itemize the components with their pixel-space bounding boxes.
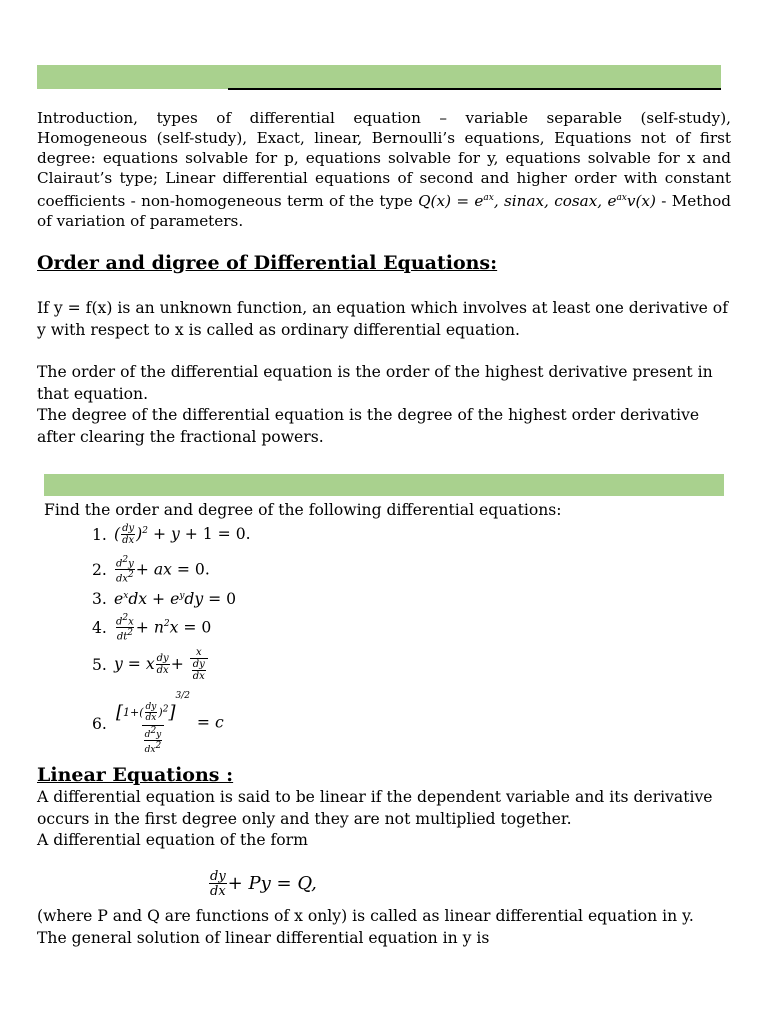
equation-6: [1+( $\frac{dy}{dx}$ )$^2$]$^{3/2}$ $\frac{d^2y}{dx^2}$ = c: [116, 691, 224, 755]
item-number: 3.: [92, 590, 107, 608]
paragraph-ode-definition: If y = f(x) is an unknown function, an equation which involves at least one derivative of y with respect to x is called as ordinary differential equation.: [37, 299, 728, 339]
header-rule: [228, 88, 721, 90]
equation-1: ( $\frac{dy}{dx}$ )$^2$ + y + 1 = 0.: [114, 523, 251, 546]
paragraph-degree-definition: The degree of the differential equation is the degree of the highest order derivative after clearing the fractional powers.: [37, 406, 700, 446]
equation-2: $\frac{d^2y}{dx^2}$ + ax = 0.: [116, 555, 210, 585]
exercise-item-3: [92, 590, 236, 608]
item-number: 1.: [92, 526, 107, 544]
equation-5: y = x $\frac{dy}{dx}$ + $\frac{x}{\frac{dy}{dx}}$: [114, 648, 209, 682]
exercise-item-2: [92, 556, 210, 585]
paragraph-pq-functions: (where P and Q are functions of x only) is called as linear differential equation in y.: [37, 907, 694, 925]
equation-4: $\frac{d^2x}{dt^2}$ + $n^2x = 0$: [116, 613, 212, 643]
header-band: [37, 65, 721, 89]
exercise-item-1: [92, 524, 251, 546]
exercise-item-6: [92, 692, 224, 755]
intro-paragraph: [37, 108, 731, 231]
paragraph-form-intro: A differential equation of the form: [37, 831, 308, 849]
exercise-item-5: [92, 648, 209, 682]
intro-text-1: Introduction, types of differential equation – variable separable (self-study), Homogeneous (self-study), Exact, linear, Bernoulli’s equations, Equations not of first degree: equations solvable for p, equations solvable for y, equations solvable for x and Clairaut’s type; Linear differential equations of second and higher order with constant coefficients - non-homogeneous term of the type: [37, 109, 731, 211]
intro-math: $Q(x) = e^{ax}$, sinax, cosax, $e^{ax}v(x)$: [418, 192, 656, 211]
paragraph-general-solution: The general solution of linear differential equation in y is: [37, 929, 490, 947]
item-number: 4.: [92, 619, 107, 638]
intro-text-2: - Method of variation of parameters.: [37, 192, 731, 231]
paragraph-order-definition: The order of the differential equation is the order of the highest derivative present in that equation.: [37, 363, 713, 403]
exercise-item-4: [92, 614, 211, 643]
section-heading-order-degree: Order and digree of Differential Equations:: [37, 252, 498, 274]
section-heading-linear-equations: Linear Equations :: [37, 764, 234, 786]
paragraph-linear-definition: A differential equation is said to be linear if the dependent variable and its derivative occurs in the first degree only and they are not multiplied together.: [37, 788, 713, 828]
exercise-band: [44, 474, 724, 496]
item-number: 5.: [92, 656, 107, 674]
item-number: 2.: [92, 561, 107, 580]
linear-formula: $\frac{dy}{dx}$ + Py = Q,: [210, 869, 317, 899]
item-number: 6.: [92, 714, 107, 733]
exercise-instruction: Find the order and degree of the following differential equations:: [44, 501, 562, 519]
equation-3: $e^xdx + e^ydy = 0$: [114, 590, 237, 608]
